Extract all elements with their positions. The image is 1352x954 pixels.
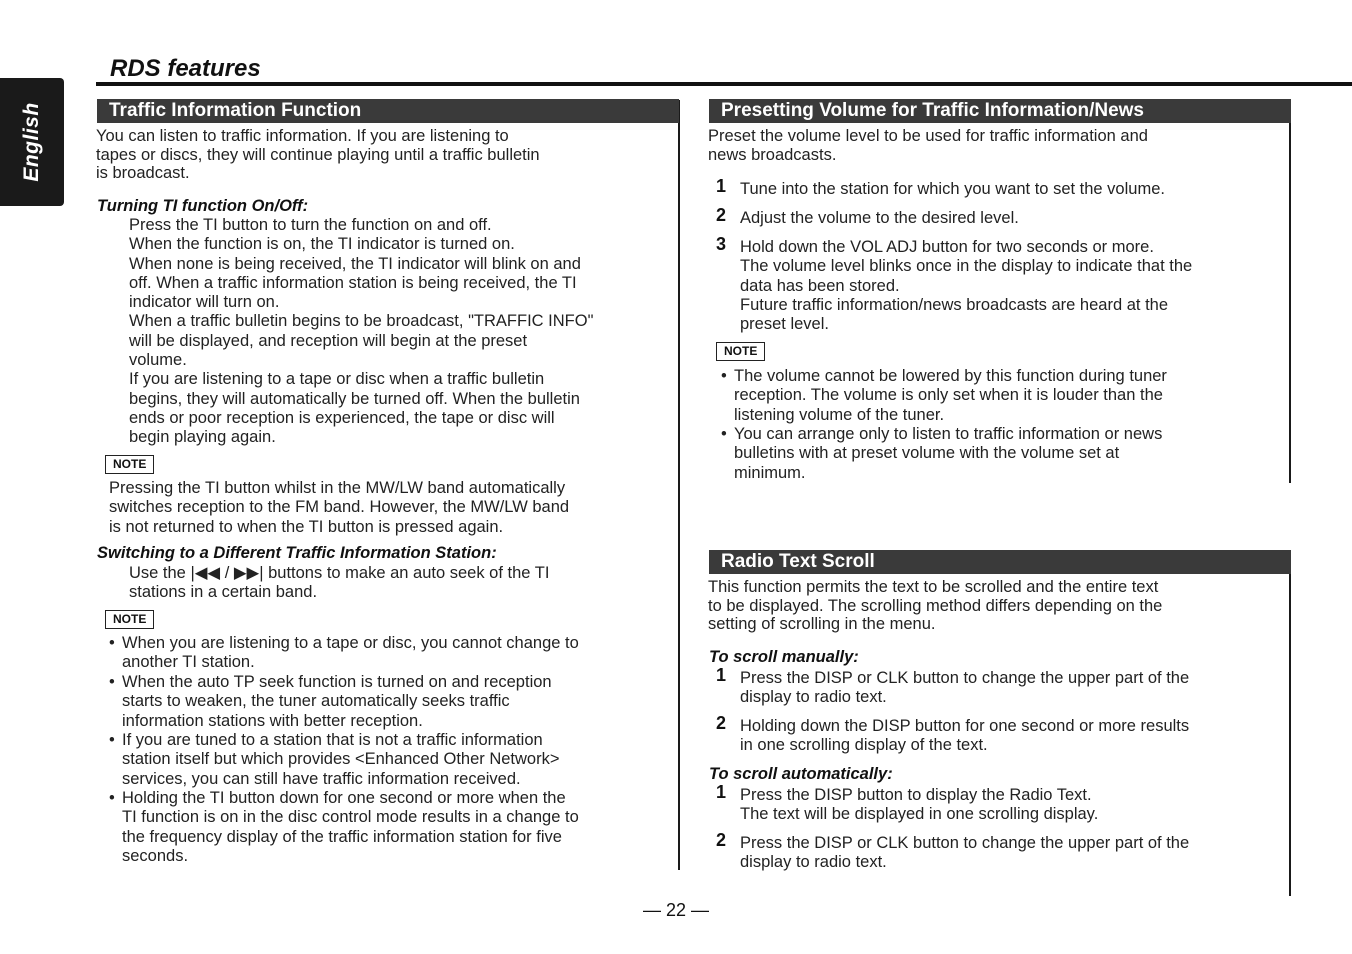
preset-volume-intro: [708, 127, 1148, 164]
body-line: volume.: [129, 351, 187, 370]
scroll-automatically-subheading: To scroll automatically:: [709, 765, 893, 783]
preset-volume-section-title: Presetting Volume for Traffic Information/News: [709, 99, 1291, 123]
step-line: Holding down the DISP button for one second or more results: [740, 717, 1190, 735]
step-line: data has been stored.: [740, 276, 900, 295]
step-line: Adjust the volume to the desired level.: [740, 209, 1019, 227]
step-number: 3: [716, 234, 727, 254]
body-line: will be displayed, and reception will begin at the preset: [129, 331, 528, 350]
language-tab: [0, 78, 64, 206]
bullet-dot: •: [721, 425, 727, 443]
note-badge: NOTE: [716, 342, 765, 361]
bullet-line: reception. The volume is only set when it is louder than the: [734, 386, 1163, 405]
language-label: English: [20, 102, 43, 182]
step-line: The text will be displayed in one scrolling display.: [740, 805, 1099, 824]
bullet-line: listening volume of the tuner.: [734, 405, 945, 424]
body-line: ends or poor reception is experienced, the tape or disc will: [129, 408, 555, 427]
bullet-dot: •: [721, 367, 727, 385]
bullet-line: information stations with better reception.: [122, 711, 423, 730]
intro-line: is broadcast.: [96, 164, 190, 182]
step-line: display to radio text.: [740, 853, 887, 872]
step-line: Hold down the VOL ADJ button for two seconds or more.: [740, 238, 1154, 256]
page-title: RDS features: [110, 55, 261, 82]
step-line: Future traffic information/news broadcasts are heard at the: [740, 295, 1169, 314]
body-line: When a traffic bulletin begins to be broadcast, "TRAFFIC INFO": [129, 312, 594, 331]
step-text: [740, 834, 1189, 873]
bullet-dot: •: [109, 634, 115, 652]
ti-onoff-subheading: Turning TI function On/Off:: [97, 197, 309, 215]
bullet-line: Holding the TI button down for one second or more when the: [122, 789, 566, 807]
bullet-line: another TI station.: [122, 653, 255, 672]
body-line: off. When a traffic information station is being received, the TI: [129, 273, 577, 292]
bullet-line: seconds.: [122, 846, 189, 865]
bullet-line: starts to weaken, the tuner automatically seeks traffic: [122, 692, 510, 711]
step-number: 2: [716, 205, 727, 225]
step-line: display to radio text.: [740, 688, 887, 707]
bullet-line: When you are listening to a tape or disc, you cannot change to: [122, 634, 579, 652]
step-line: The volume level blinks once in the display to indicate that the: [740, 257, 1193, 276]
bullet-dot: •: [109, 789, 115, 807]
body-line: Press the TI button to turn the function on and off.: [129, 216, 492, 234]
note-badge: NOTE: [105, 610, 154, 629]
radio-text-scroll-section-title: Radio Text Scroll: [709, 550, 1291, 574]
ti-onoff-body: [129, 216, 593, 448]
note-1-body: [109, 479, 569, 537]
bullet-line: services, you can still have traffic information received.: [122, 769, 521, 788]
intro-line: news broadcasts.: [708, 145, 837, 164]
radio-text-scroll-intro: [708, 578, 1162, 634]
title-rule: [96, 82, 1352, 86]
step-number: 1: [716, 176, 727, 196]
step-line: preset level.: [740, 315, 829, 334]
body-line: begins, they will automatically be turned off. When the bulletin: [129, 389, 580, 408]
step-line: Press the DISP button to display the Radio Text.: [740, 786, 1092, 804]
switch-station-subheading: Switching to a Different Traffic Information Station:: [97, 544, 497, 562]
step-text: [740, 717, 1189, 756]
note-line: Pressing the TI button whilst in the MW/LW band automatically: [109, 479, 566, 497]
right-bottom-divider: [1289, 550, 1291, 896]
step-line: Press the DISP or CLK button to change the upper part of the: [740, 669, 1190, 687]
intro-line: You can listen to traffic information. If you are listening to: [96, 127, 509, 145]
bullet-dot: •: [109, 673, 115, 691]
step-text: [740, 238, 1192, 334]
body-line: indicator will turn on.: [129, 293, 280, 312]
step-number: 1: [716, 782, 727, 802]
intro-line: This function permits the text to be scrolled and the entire text: [708, 578, 1159, 596]
step-line: Tune into the station for which you want to set the volume.: [740, 180, 1165, 198]
step-text: [740, 669, 1189, 708]
note-line: is not returned to when the TI button is pressed again.: [109, 517, 504, 536]
step-number: 1: [716, 665, 727, 685]
step-text: [740, 786, 1098, 825]
switch-station-body: [129, 564, 549, 603]
step-text: [740, 180, 1165, 199]
note-line: switches reception to the FM band. However, the MW/LW band: [109, 498, 570, 517]
traffic-info-intro: [96, 127, 540, 183]
intro-line: to be displayed. The scrolling method differs depending on the: [708, 596, 1163, 615]
step-number: 2: [716, 830, 727, 850]
step-number: 2: [716, 713, 727, 733]
bullet-line: the frequency display of the traffic information station for five: [122, 827, 562, 846]
bullet-dot: •: [109, 731, 115, 749]
body-line: Use the |◀◀ / ▶▶| buttons to make an auto seek of the TI: [129, 564, 550, 582]
bullet-line: bulletins with at preset volume with the volume set at: [734, 444, 1120, 463]
scroll-manually-subheading: To scroll manually:: [709, 648, 859, 666]
step-text: [740, 209, 1019, 228]
body-line: When none is being received, the TI indicator will blink on and: [129, 254, 581, 273]
bullet-line: station itself but which provides <Enhanced Other Network>: [122, 750, 560, 769]
intro-line: setting of scrolling in the menu.: [708, 615, 936, 633]
note-badge: NOTE: [105, 455, 154, 474]
body-line: When the function is on, the TI indicator is turned on.: [129, 235, 515, 254]
page-number: — 22 —: [642, 900, 710, 920]
bullet-line: When the auto TP seek function is turned on and reception: [122, 673, 552, 691]
bullet-line: If you are tuned to a station that is not a traffic information: [122, 731, 543, 749]
step-line: Press the DISP or CLK button to change the upper part of the: [740, 834, 1190, 852]
bullet-line: You can arrange only to listen to traffic information or news: [734, 425, 1163, 443]
intro-line: tapes or discs, they will continue playing until a traffic bulletin: [96, 145, 540, 164]
body-line: stations in a certain band.: [129, 583, 318, 602]
right-top-divider: [1289, 100, 1291, 483]
step-line: in one scrolling display of the text.: [740, 736, 988, 755]
body-line: begin playing again.: [129, 428, 276, 447]
bullet-line: minimum.: [734, 463, 806, 482]
left-column-divider: [678, 100, 680, 870]
bullet-line: TI function is on in the disc control mode results in a change to: [122, 808, 579, 827]
intro-line: Preset the volume level to be used for traffic information and: [708, 127, 1148, 145]
traffic-info-section-title: Traffic Information Function: [97, 99, 679, 123]
bullet-line: The volume cannot be lowered by this function during tuner: [734, 367, 1167, 385]
body-line: If you are listening to a tape or disc when a traffic bulletin: [129, 370, 545, 389]
